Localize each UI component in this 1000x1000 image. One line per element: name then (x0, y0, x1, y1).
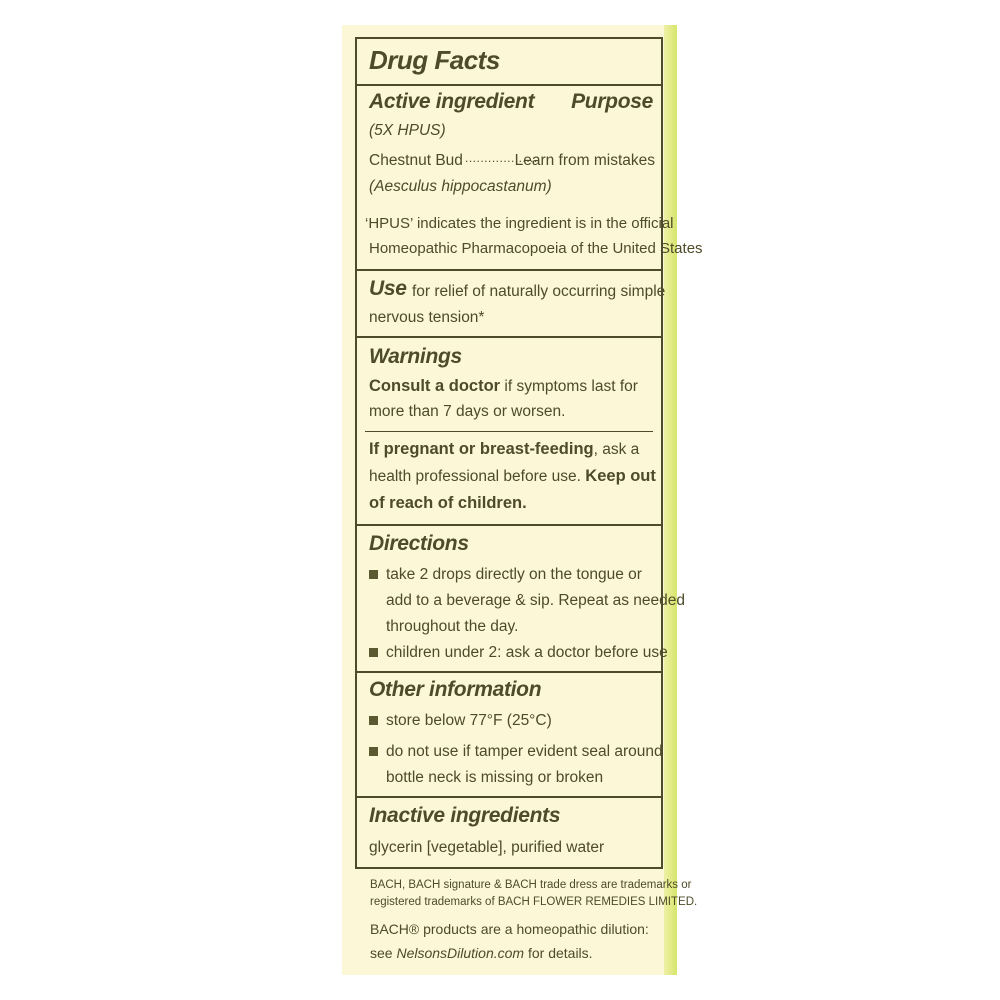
active-rule (357, 269, 661, 271)
title-rule (357, 84, 661, 86)
directions-heading: Directions (369, 532, 469, 555)
pregnant-rest: , ask a (593, 441, 640, 458)
other-rule (357, 796, 661, 798)
inactive-ingredients-text: glycerin [vegetable], purified water (369, 839, 605, 856)
keep-out-bold: Keep out (585, 467, 656, 485)
pregnant-line2 (369, 463, 656, 490)
hpus-note-line1: ‘HPUS’ indicates the ingredient is in the official (365, 215, 674, 232)
use-rule (357, 336, 661, 338)
dilution-url-link[interactable]: NelsonsDilution.com (396, 945, 525, 961)
inactive-ingredients-heading: Inactive ingredients (369, 804, 561, 827)
bullet-square-icon (369, 716, 378, 725)
directions-item1-line2: add to a beverage & sip. Repeat as needed (386, 592, 686, 609)
pregnant-bold: If pregnant or breast-feeding (369, 440, 594, 458)
directions-rule (357, 671, 661, 673)
directions-item1-line1: take 2 drops directly on the tongue or (386, 566, 642, 583)
pregnant-line1 (369, 436, 639, 463)
consult-doctor-rest: if symptoms last for (504, 378, 638, 395)
dilution-details: for details. (524, 945, 593, 961)
active-ingredient-heading: Active ingredient (369, 90, 535, 113)
dilution-line2 (370, 942, 593, 964)
drug-facts-title: Drug Facts (369, 45, 500, 75)
ingredient-latin-name: (Aesculus hippocastanum) (369, 178, 552, 195)
ingredient-purpose: Learn from mistakes (514, 152, 655, 169)
dot-leader: ................... (465, 151, 538, 165)
warnings-rule (357, 524, 661, 526)
keep-out-line2: of reach of children. (369, 494, 527, 512)
bullet-square-icon (369, 570, 378, 579)
other-information-heading: Other information (369, 678, 542, 701)
health-professional-text: health professional before use. (369, 468, 581, 485)
consult-doctor-line1 (369, 373, 638, 400)
trademark-line2: registered trademarks of BACH FLOWER REMEDIES LIMITED. (370, 896, 698, 908)
dilution-see: see (370, 945, 397, 961)
other-item1: store below 77°F (25°C) (386, 712, 552, 729)
consult-doctor-line2: more than 7 days or worsen. (369, 403, 566, 420)
use-heading: Use (369, 277, 407, 300)
ingredient-name: Chestnut Bud (369, 152, 463, 169)
drug-facts-box (355, 37, 703, 869)
directions-item1-line3: throughout the day. (386, 618, 519, 635)
bullet-square-icon (369, 648, 378, 657)
trademark-line1: BACH, BACH signature & BACH trade dress are trademarks or (370, 879, 692, 891)
directions-item2: children under 2: ask a doctor before use (386, 644, 668, 661)
use-text-line2: nervous tension* (369, 309, 485, 326)
hpus-note-line2: Homeopathic Pharmacopoeia of the United States (369, 240, 703, 257)
warnings-inner-rule (365, 431, 653, 432)
purpose-heading: Purpose (571, 90, 653, 113)
other-item2-line2: bottle neck is missing or broken (386, 769, 604, 786)
consult-doctor-bold: Consult a doctor (369, 377, 501, 395)
other-item2-line1: do not use if tamper evident seal around (386, 743, 663, 760)
dilution-line1: BACH® products are a homeopathic dilution: (370, 921, 649, 937)
bullet-square-icon (369, 747, 378, 756)
green-edge-stripe (664, 25, 677, 975)
use-text-line1: for relief of naturally occurring simple (412, 283, 666, 300)
warnings-heading: Warnings (369, 345, 462, 368)
potency-note: (5X HPUS) (369, 122, 446, 139)
